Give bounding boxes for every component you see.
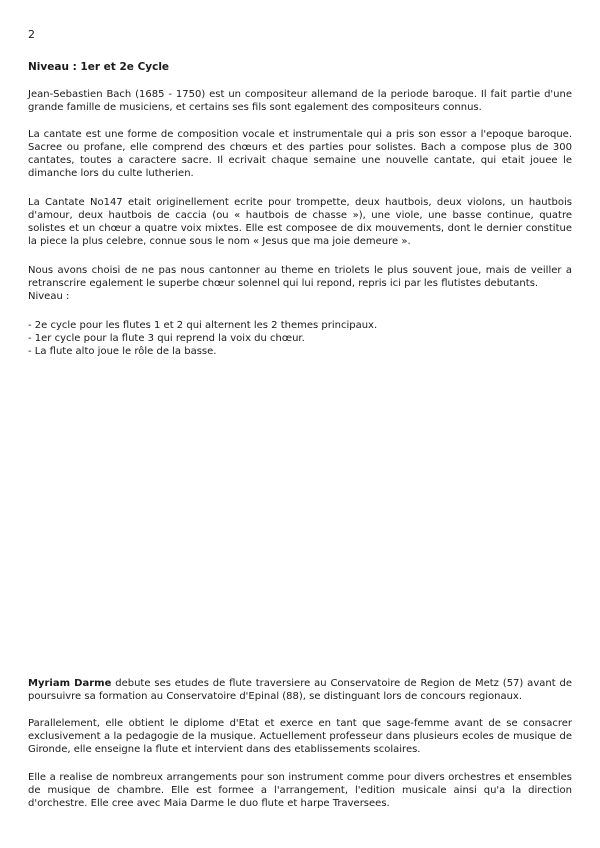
cantate-paragraph: La cantate est une forme de composition vocale et instrumentale qui a pris son essor a l'epoque baroque. Sacree ou profane, elle comprend des chœurs et des parties pour solistes. Bach a compose plus de 300 cantates, toutes a caractere sacre. Il ecrivait chaque semaine une nouvelle cantate, qui etait jouee le dimanche lors du culte lutherien. (28, 129, 572, 179)
bio-paragraph-3-block (28, 771, 572, 810)
list-item: - 1er cycle pour la flute 3 qui reprend la voix du chœur. (28, 333, 305, 344)
section-heading: Niveau : 1er et 2e Cycle (28, 61, 170, 73)
levels-list (28, 319, 572, 358)
bio-paragraph-3: Elle a realise de nombreux arrangements pour son instrument comme pour divers orchestres et ensembles de musique de chambre. Elle est formee a l'arrangement, l'edition musicale ainsi qu'a la direction d'orchestre. Elle cree avec Maia Darme le duo flute et harpe Traversees. (28, 772, 572, 809)
page-number: 2 (28, 28, 35, 41)
bwv147-paragraph-block (28, 196, 572, 248)
list-item: - La flute alto joue le rôle de la basse. (28, 346, 217, 357)
choice-paragraph: Nous avons choisi de ne pas nous cantonner au theme en triolets le plus souvent joue, mais de veiller a retranscrire egalement le superbe chœur solennel qui lui repond, repris ici par les flutistes debutants. (28, 265, 572, 289)
list-item: - 2e cycle pour les flutes 1 et 2 qui alternent les 2 themes principaux. (28, 320, 378, 331)
intro-paragraph: Jean-Sebastien Bach (1685 - 1750) est un compositeur allemand de la periode baroque. Il fait partie d'une grande famille de musiciens, et certains ses fils sont egalement des compositeurs connus. (28, 89, 572, 113)
bio-paragraph-1-text: debute ses etudes de flute traversiere au Conservatoire de Region de Metz (57) avant de poursuivre sa formation au Conservatoire d'Epinal (88), se distinguant lors de concours regionaux. (28, 678, 572, 702)
levels-label: Niveau : (28, 291, 70, 302)
intro-paragraph-block (28, 88, 572, 114)
bwv147-paragraph: La Cantate No147 etait originellement ecrite pour trompette, deux hautbois, deux violons, un hautbois d'amour, deux hautbois de caccia (ou « hautbois de chasse »), une viole, une basse continue, quatre solistes et un chœur a quatre voix mixtes. Elle est composee de dix mouvements, dont le dernier constitue la piece la plus celebre, connue sous le nom « Jesus que ma joie demeure ». (28, 197, 572, 247)
author-name: Myriam Darme (28, 678, 112, 689)
bio-paragraph-2: Parallelement, elle obtient le diplome d'Etat et exerce en tant que sage-femme avant de se consacrer exclusivement a la pedagogie de la musique. Actuellement professeur dans plusieurs ecoles de musique de Gironde, elle enseigne la flute et intervient dans des etablissements scolaires. (28, 718, 572, 755)
bio-paragraph-1 (28, 677, 572, 703)
cantate-paragraph-block (28, 128, 572, 180)
bio-paragraph-2-block (28, 717, 572, 756)
bio-paragraph-1-block (28, 677, 572, 703)
choice-paragraph-block (28, 264, 572, 303)
